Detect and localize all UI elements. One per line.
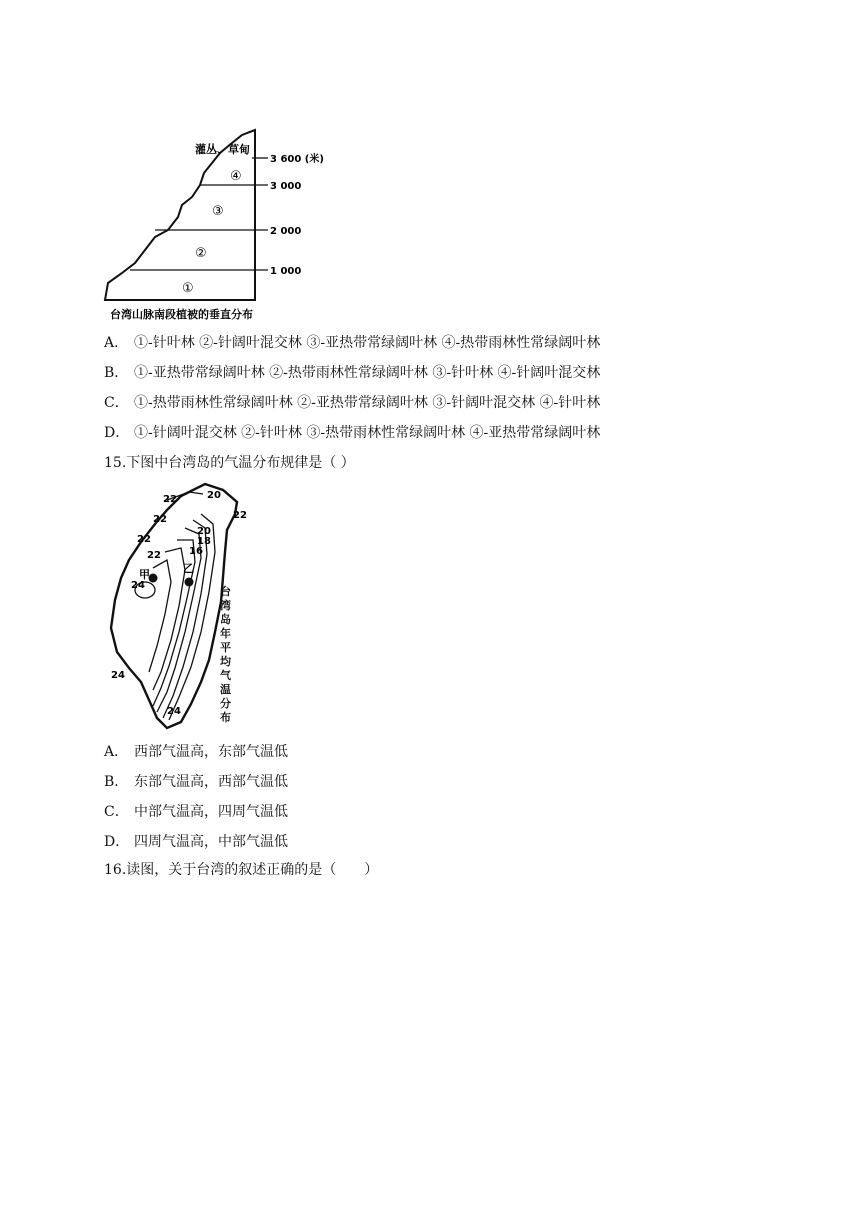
q15-option-d: D． 四周气温高，中部气温低 (104, 834, 288, 850)
isotherm-label: 24 (111, 670, 125, 681)
taiwan-temperature-map (105, 482, 265, 734)
zone-2-label: ② (195, 246, 207, 261)
zone-3-label: ③ (212, 204, 224, 219)
isotherm-label: 22 (163, 494, 177, 505)
isotherm-label: 22 (137, 534, 151, 545)
isotherm-label: 24 (131, 580, 145, 591)
q16-stem: 16.读图，关于台湾的叙述正确的是（ ） (104, 862, 379, 878)
elevation-label: 2 000 (270, 226, 302, 237)
q14-option-d: D． ①-针阔叶混交林 ②-针叶林 ③-热带雨林性常绿阔叶林 ④-亚热带常绿阔叶林 (104, 425, 601, 441)
q15-option-b: B． 东部气温高，西部气温低 (104, 774, 288, 790)
zone-4-label: ④ (230, 169, 242, 184)
zone-1-label: ① (182, 281, 194, 296)
isotherm-label: 24 (167, 706, 181, 717)
figure-caption: 台湾山脉南段植被的垂直分布 (110, 308, 253, 321)
q14-option-c: C． ①-热带雨林性常绿阔叶林 ②-亚热带常绿阔叶林 ③-针阔叶混交林 ④-针叶林 (104, 395, 601, 411)
q15-option-c: C． 中部气温高，四周气温低 (104, 804, 288, 820)
isotherm-label: 16 (189, 546, 203, 557)
isotherm-label: 22 (147, 550, 161, 561)
point-jia-label: 甲 (139, 568, 150, 581)
isotherm-label: 18 (197, 536, 211, 547)
q14-option-a: A． ①-针叶林 ②-针阔叶混交林 ③-亚热带常绿阔叶林 ④-热带雨林性常绿阔叶林 (104, 335, 601, 351)
isotherm-label: 22 (233, 510, 247, 521)
map-caption: 台湾岛年平均气温分布 (220, 585, 231, 724)
isotherm-label: 20 (207, 490, 221, 501)
elevation-label: 3 000 (270, 181, 302, 192)
top-vegetation-label: 灌丛、草甸 (195, 143, 250, 156)
isotherm-label: 20 (197, 526, 211, 537)
point-yi-label: 乙 (183, 562, 194, 575)
q14-option-b: B． ①-亚热带常绿阔叶林 ②-热带雨林性常绿阔叶林 ③-针叶林 ④-针阔叶混交林 (104, 365, 601, 381)
isotherm-label: 22 (153, 514, 167, 525)
point-yi-marker (185, 578, 194, 587)
q15-stem: 15.下图中台湾岛的气温分布规律是（ ） (104, 455, 355, 471)
vegetation-zone-figure (100, 125, 340, 325)
elevation-label: 1 000 (270, 266, 302, 277)
q15-option-a: A． 西部气温高，东部气温低 (104, 744, 288, 760)
elevation-label: 3 600 (米) (270, 154, 324, 165)
